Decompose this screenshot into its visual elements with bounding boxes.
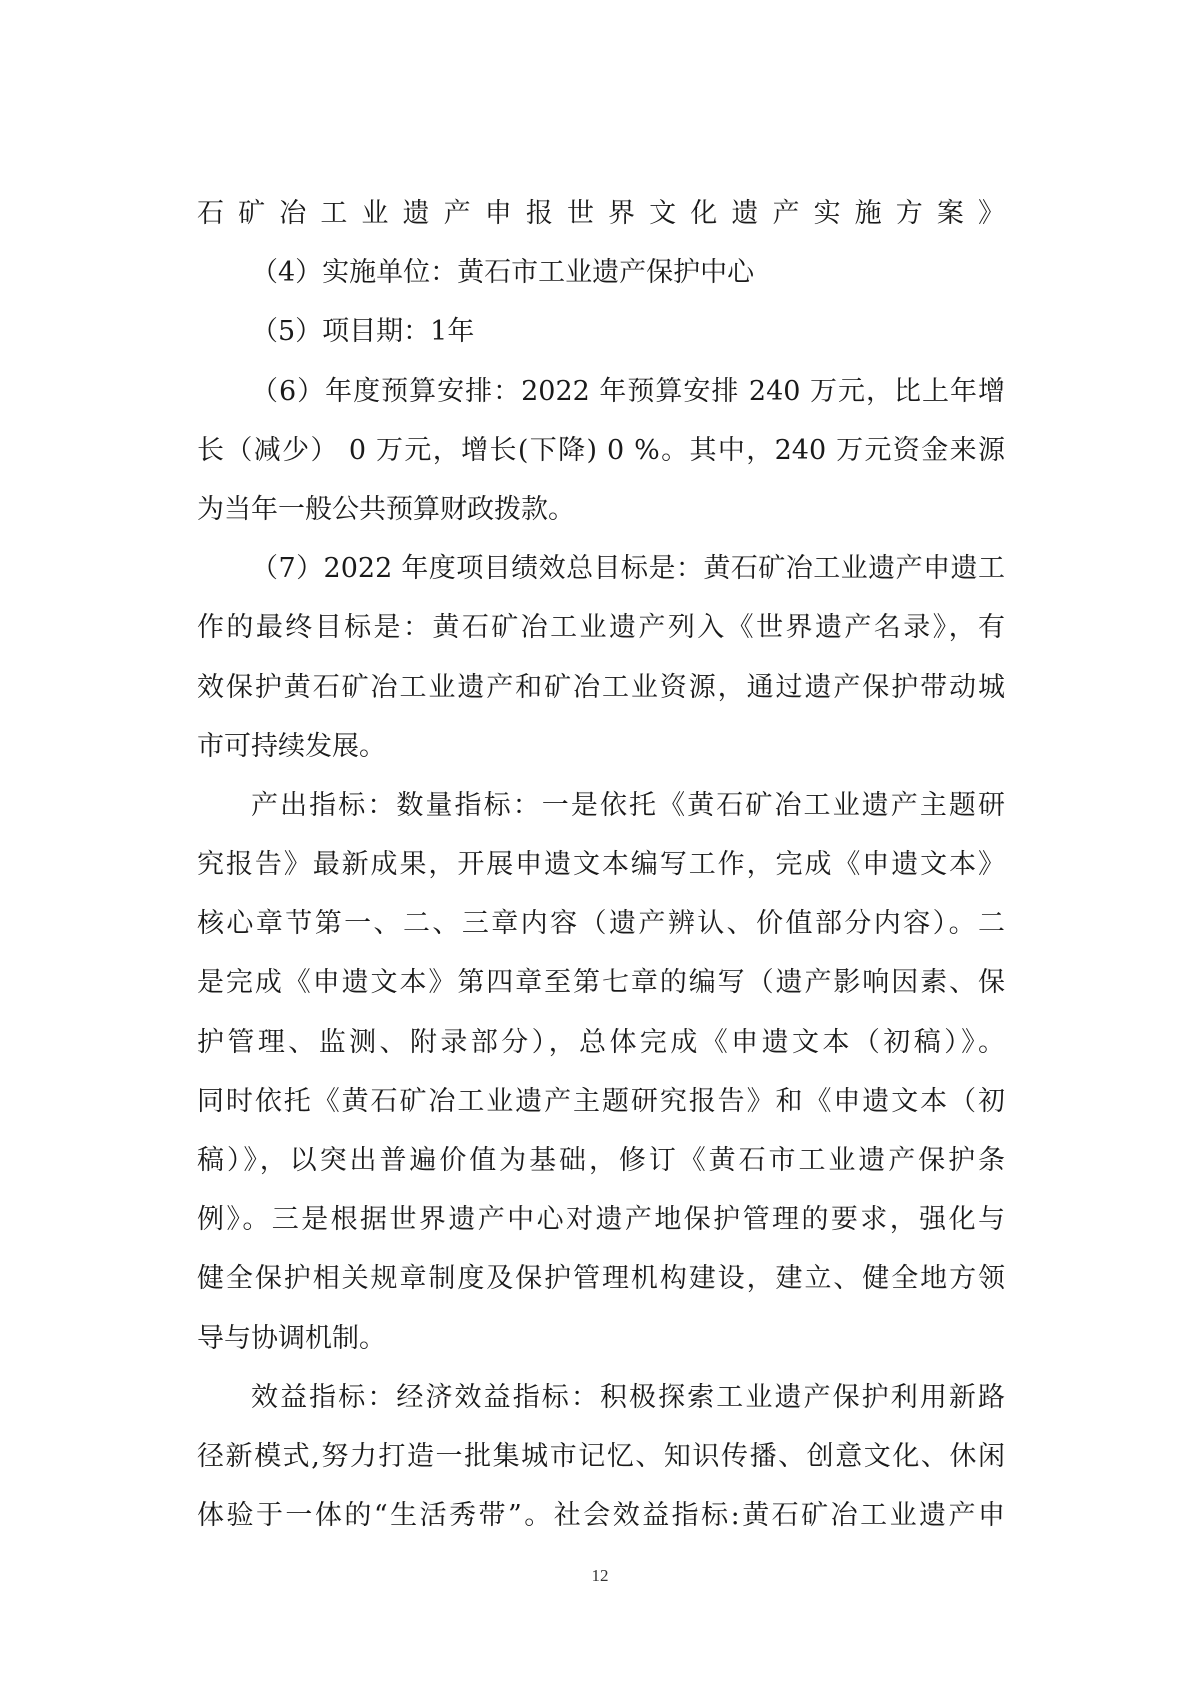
text-line: 健全保护相关规章制度及保护管理机构建设，建立、健全地方领 bbox=[197, 1263, 1005, 1295]
text-line: 效益指标：经济效益指标：积极探索工业遗产保护利用新路 bbox=[251, 1381, 1005, 1413]
text-line: 同时依托《黄石矿冶工业遗产主题研究报告》和《申遗文本（初 bbox=[197, 1085, 1005, 1117]
text-line: 导与协调机制。 bbox=[197, 1322, 386, 1354]
text-line: 例》。三是根据世界遗产中心对遗产地保护管理的要求，强化与 bbox=[197, 1204, 1005, 1236]
text-line: （5）项目期：1年 bbox=[251, 316, 475, 348]
text-line: 为当年一般公共预算财政拨款。 bbox=[197, 493, 575, 525]
text-line: 产出指标：数量指标：一是依托《黄石矿冶工业遗产主题研 bbox=[251, 789, 1005, 821]
text-line: 护管理、监测、附录部分），总体完成《申遗文本（初稿）》。 bbox=[197, 1026, 1005, 1058]
text-line: 究报告》最新成果，开展申遗文本编写工作，完成《申遗文本》 bbox=[197, 849, 1005, 881]
text-line: 体验于一体的“生活秀带”。社会效益指标:黄石矿冶工业遗产申 bbox=[197, 1500, 1005, 1532]
text-line: （7）2022 年度项目绩效总目标是：黄石矿冶工业遗产申遗工 bbox=[251, 553, 1005, 585]
text-line: 效保护黄石矿冶工业遗产和矿冶工业资源，通过遗产保护带动城 bbox=[197, 671, 1005, 703]
text-line: 径新模式,努力打造一批集城市记忆、知识传播、创意文化、休闲 bbox=[197, 1440, 1005, 1472]
text-line: 作的最终目标是：黄石矿冶工业遗产列入《世界遗产名录》，有 bbox=[197, 612, 1005, 644]
text-line: 石矿冶工业遗产申报世界文化遗产实施方案》 bbox=[197, 198, 1005, 229]
text-line: 核心章节第一、二、三章内容（遗产辨认、价值部分内容）。二 bbox=[197, 908, 1005, 940]
text-line: 市可持续发展。 bbox=[197, 730, 386, 762]
text-line: 是完成《申遗文本》第四章至第七章的编写（遗产影响因素、保 bbox=[197, 967, 1005, 999]
text-line: （6）年度预算安排：2022 年预算安排 240 万元，比上年增 bbox=[251, 375, 1005, 407]
body-text bbox=[197, 184, 1005, 1545]
page-number: 12 bbox=[591, 1566, 609, 1585]
text-line: 长（减少） 0 万元，增长(下降) 0 %。其中，240 万元资金来源 bbox=[197, 434, 1005, 466]
text-line: 稿）》，以突出普遍价值为基础，修订《黄石市工业遗产保护条 bbox=[197, 1145, 1005, 1176]
text-line: （4）实施单位：黄石市工业遗产保护中心 bbox=[251, 257, 755, 289]
